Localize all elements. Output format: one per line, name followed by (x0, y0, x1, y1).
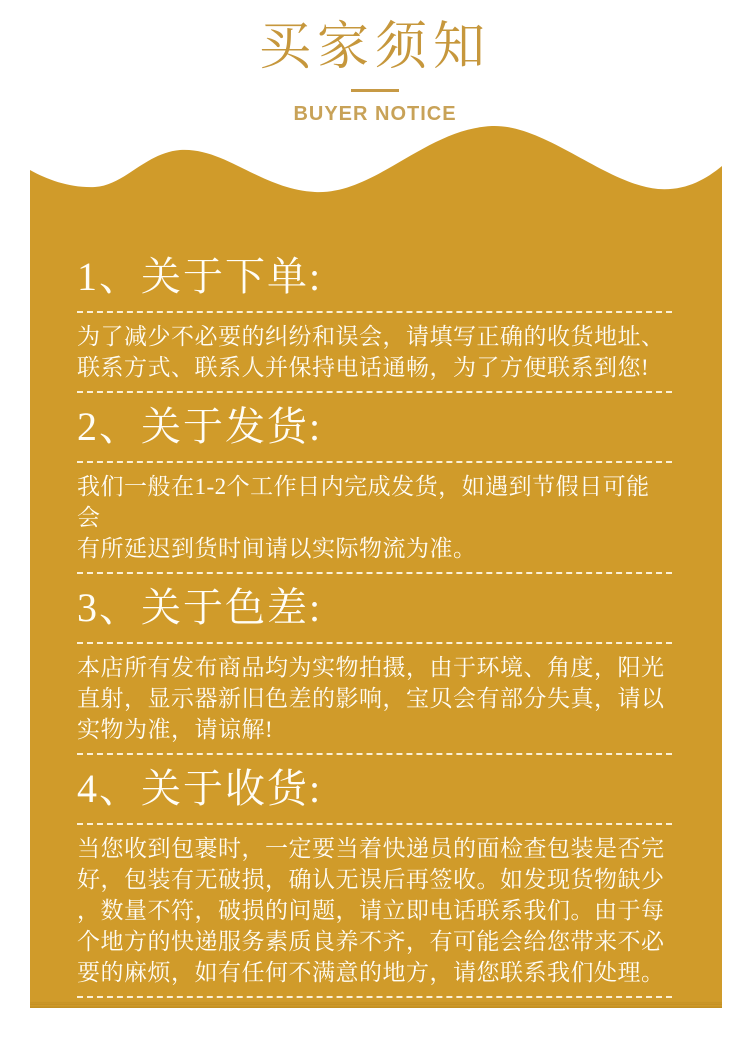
section-color-difference-heading: 3、关于色差: (77, 585, 323, 630)
page-subtitle: BUYER NOTICE (293, 103, 457, 125)
dashed-divider (77, 572, 672, 574)
title-divider-line (351, 89, 399, 92)
section-shipping-body: 我们一般在1-2个工作日内完成发货，如遇到节假日可能会 有所延迟到货时间请以实际物流为准。 (77, 474, 650, 561)
dashed-divider (77, 391, 672, 393)
notice-panel (30, 120, 722, 1008)
section-color-difference-body: 本店所有发布商品均为实物拍摄，由于环境、角度，阳光 直射，显示器新旧色差的影响，宝贝会有部分失真，请以 实物为准，请谅解! (77, 655, 665, 742)
section-receiving (77, 767, 672, 998)
section-order-body: 为了减少不必要的纠纷和误会，请填写正确的收货地址、 联系方式、联系人并保持电话通畅，为了方便联系到您! (77, 324, 665, 380)
notice-content (30, 120, 722, 998)
section-shipping (77, 405, 672, 574)
section-shipping-heading: 2、关于发货: (77, 404, 323, 449)
section-receiving-body: 当您收到包裹时，一定要当着快递员的面检查包装是否完 好，包装有无破损，确认无误后再签收。如发现货物缺少 ，数量不符，破损的问题，请立即电话联系我们。由于每 个地方的快递服务素质良养不齐，有可能会给您带来不必 要的麻烦，如有任何不满意的地方，请您联系我们处理。 (77, 836, 665, 985)
section-order (77, 255, 672, 393)
dashed-divider (77, 753, 672, 755)
section-order-heading: 1、关于下单: (77, 254, 323, 299)
page-title: 买家须知 (258, 19, 491, 76)
dashed-divider (77, 823, 672, 825)
panel-bottom-bands (30, 999, 722, 1008)
section-color-difference (77, 586, 672, 755)
dashed-divider (77, 996, 672, 998)
section-receiving-heading: 4、关于收货: (77, 766, 323, 811)
dashed-divider (77, 311, 672, 313)
page-header (0, 0, 750, 125)
dashed-divider (77, 461, 672, 463)
dashed-divider (77, 642, 672, 644)
